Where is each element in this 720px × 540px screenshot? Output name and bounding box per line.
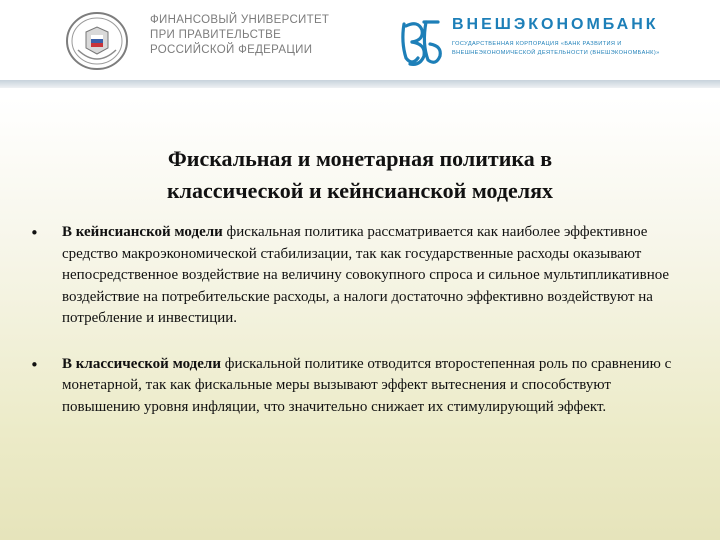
bullet-lead: В кейнсианской модели bbox=[62, 224, 223, 240]
bullet-item-keynesian bbox=[30, 222, 690, 330]
bank-subtitle bbox=[452, 40, 662, 58]
bullet-body: фискальной политике отводится второстепенная роль по сравнению с монетарной, так как фискальные меры вызывают эффект вытеснения и способствуют повышению уровня инфляции, что значительно снижает их стимулирующий эффект. bbox=[62, 355, 672, 415]
slide-title-line-2: классической и кейнсианской моделях bbox=[166, 177, 554, 203]
slide-title bbox=[80, 143, 640, 207]
bank-name: ВНЕШЭКОНОМБАНК bbox=[452, 16, 659, 33]
university-name-line-1: ФИНАНСОВЫЙ УНИВЕРСИТЕТ bbox=[150, 14, 330, 26]
bullet-text bbox=[62, 354, 690, 419]
bullet-lead: В классической модели bbox=[62, 355, 221, 372]
university-emblem-icon bbox=[64, 10, 130, 72]
slide-header bbox=[0, 0, 720, 82]
bullet-marker: • bbox=[30, 355, 39, 374]
bank-subtitle-line-1: ГОСУДАРСТВЕННАЯ КОРПОРАЦИЯ «БАНК РАЗВИТИЯ И bbox=[452, 41, 622, 47]
bullet-body: фискальная политика рассматривается как наиболее эффективное средство макроэкономической стабилизации, так как государственные расходы оказывают непосредственное воздействие на величину совокупного спроса и сильное мультипликативное воздействие на потребительские расходы, а налоги достаточно эффективно воздействуют на потребление и инвестиции. bbox=[62, 224, 670, 326]
bank-subtitle-line-2: ВНЕШНЕЭКОНОМИЧЕСКОЙ ДЕЯТЕЛЬНОСТИ (ВНЕШЭКОНОМБАНК)» bbox=[452, 50, 660, 56]
veb-monogram-icon bbox=[398, 14, 444, 70]
university-name-line-2: ПРИ ПРАВИТЕЛЬСТВЕ bbox=[150, 29, 282, 41]
bullet-marker: • bbox=[30, 224, 39, 242]
bullet-item-classical bbox=[30, 354, 690, 419]
bullet-list bbox=[30, 222, 690, 442]
header-divider bbox=[0, 80, 720, 88]
university-name bbox=[150, 13, 360, 58]
slide-title-line-1: Фискальная и монетарная политика в bbox=[167, 145, 553, 171]
university-name-line-3: РОССИЙСКОЙ ФЕДЕРАЦИИ bbox=[150, 44, 313, 56]
bullet-text bbox=[62, 222, 690, 330]
